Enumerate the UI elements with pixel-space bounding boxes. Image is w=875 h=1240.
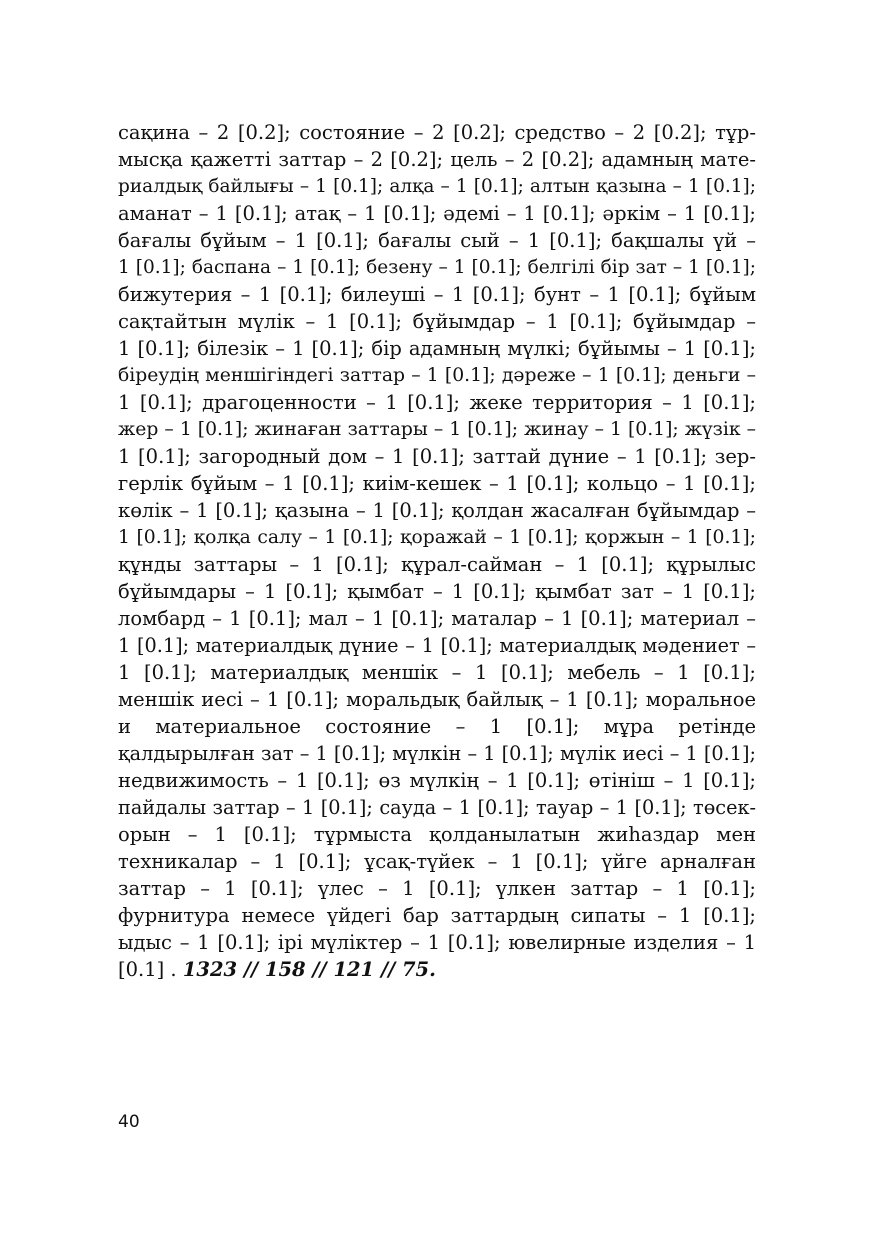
- text-line: 1 [0.1]; материалдық дүние – 1 [0.1]; материалдық мәдениет –: [118, 634, 756, 657]
- text-line: 1 [0.1]; материалдық меншік – 1 [0.1]; мебель – 1 [0.1];: [118, 661, 756, 684]
- text-line: мысқа қажетті заттар – 2 [0.2]; цель – 2 [0.2]; адамның мате-: [118, 148, 756, 171]
- text-line: жер – 1 [0.1]; жинаған заттары – 1 [0.1]; жинау – 1 [0.1]; жүзік –: [118, 419, 756, 440]
- text-line: аманат – 1 [0.1]; атақ – 1 [0.1]; әдемі – 1 [0.1]; әркім – 1 [0.1];: [118, 202, 756, 225]
- text-line: бұйымдары – 1 [0.1]; қымбат – 1 [0.1]; қымбат зат – 1 [0.1];: [118, 580, 756, 603]
- body-text: [118, 119, 756, 983]
- text-line: пайдалы заттар – 1 [0.1]; сауда – 1 [0.1]; тауар – 1 [0.1]; төсек-: [118, 796, 756, 819]
- text-line: и материальное состояние – 1 [0.1]; мұра ретінде: [118, 715, 756, 738]
- text-line: 1 [0.1]; қолқа салу – 1 [0.1]; қоражай – 1 [0.1]; қоржын – 1 [0.1];: [118, 527, 756, 548]
- text-line: ломбард – 1 [0.1]; мал – 1 [0.1]; маталар – 1 [0.1]; материал –: [118, 607, 756, 630]
- text-line: бижутерия – 1 [0.1]; билеуші – 1 [0.1]; бунт – 1 [0.1]; бұйым: [118, 283, 756, 306]
- text-line: герлік бұйым – 1 [0.1]; киім-кешек – 1 [0.1]; кольцо – 1 [0.1];: [118, 472, 756, 495]
- text-line: бағалы бұйым – 1 [0.1]; бағалы сый – 1 [0.1]; бақшалы үй –: [118, 229, 756, 252]
- text-line: көлік – 1 [0.1]; қазына – 1 [0.1]; қолдан жасалған бұйымдар –: [118, 499, 756, 522]
- final-line-text: [0.1] .: [118, 958, 183, 981]
- text-line: орын – 1 [0.1]; тұрмыста қолданылатын жиһаздар мен: [118, 823, 756, 846]
- final-text-line: [118, 956, 756, 983]
- text-line: біреудің меншігіндегі заттар – 1 [0.1]; дәреже – 1 [0.1]; деньги –: [118, 365, 756, 386]
- text-line: меншік иесі – 1 [0.1]; моральдық байлық – 1 [0.1]; моральное: [118, 688, 756, 711]
- text-line: техникалар – 1 [0.1]; ұсақ-түйек – 1 [0.1]; үйге арналған: [118, 850, 756, 873]
- text-line: сақтайтын мүлік – 1 [0.1]; бұйымдар – 1 [0.1]; бұйымдар –: [118, 310, 756, 333]
- text-line: 1 [0.1]; білезік – 1 [0.1]; бір адамның мүлкі; бұйымы – 1 [0.1];: [118, 337, 756, 360]
- text-line: құнды заттары – 1 [0.1]; құрал-сайман – 1 [0.1]; құрылыс: [118, 553, 756, 576]
- text-line: недвижимость – 1 [0.1]; өз мүлкің – 1 [0.1]; өтініш – 1 [0.1];: [118, 769, 756, 792]
- text-line: 1 [0.1]; баспана – 1 [0.1]; безену – 1 [0.1]; белгілі бір зат – 1 [0.1];: [118, 257, 756, 278]
- text-line: сақина – 2 [0.2]; состояние – 2 [0.2]; средство – 2 [0.2]; тұр-: [118, 121, 756, 144]
- text-line: ыдыс – 1 [0.1]; ірі мүліктер – 1 [0.1]; ювелирные изделия – 1: [118, 931, 756, 954]
- text-line: заттар – 1 [0.1]; үлес – 1 [0.1]; үлкен заттар – 1 [0.1];: [118, 877, 756, 900]
- text-line: қалдырылған зат – 1 [0.1]; мүлкін – 1 [0.1]; мүлік иесі – 1 [0.1];: [118, 742, 756, 765]
- page-number: 40: [118, 1112, 140, 1132]
- text-line: риалдық байлығы – 1 [0.1]; алқа – 1 [0.1]; алтын қазына – 1 [0.1];: [118, 176, 756, 197]
- frequency-stats: 1323 // 158 // 121 // 75.: [182, 958, 436, 981]
- text-line: фурнитура немесе үйдегі бар заттардың сипаты – 1 [0.1];: [118, 904, 756, 927]
- text-line: 1 [0.1]; загородный дом – 1 [0.1]; заттай дүние – 1 [0.1]; зер-: [118, 445, 756, 468]
- text-line: 1 [0.1]; драгоценности – 1 [0.1]; жеке территория – 1 [0.1];: [118, 391, 756, 414]
